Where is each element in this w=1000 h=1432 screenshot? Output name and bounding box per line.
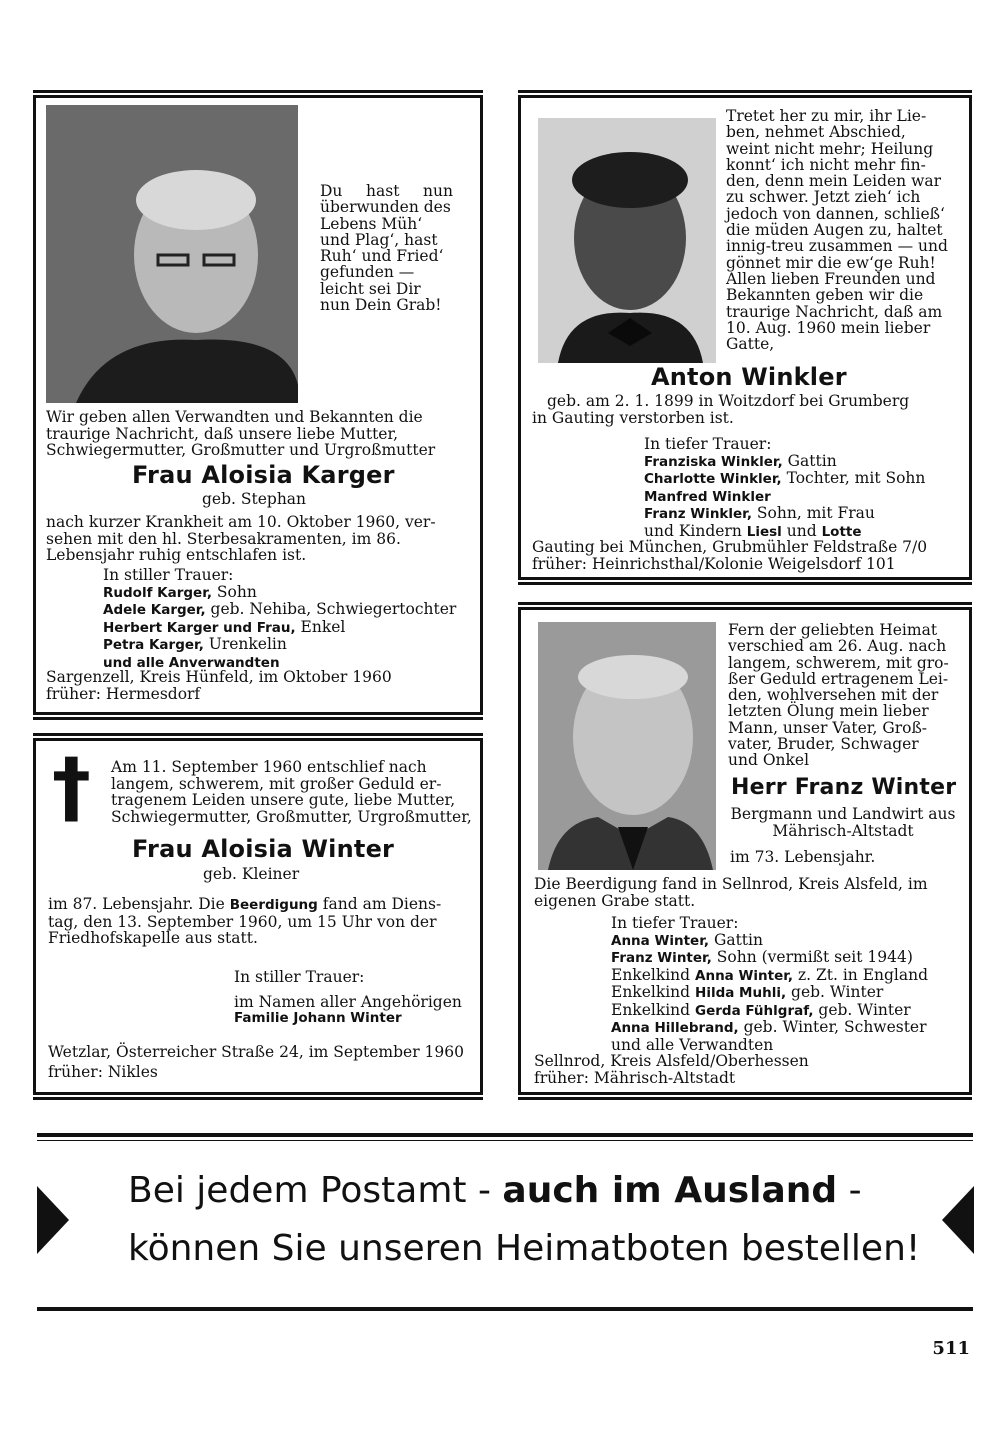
mourner-row bbox=[611, 1019, 928, 1037]
mourner-relation: geb. Nehiba, Schwiegertochter bbox=[205, 600, 457, 618]
age-fwinter: im 73. Lebensjahr. bbox=[730, 848, 876, 866]
text-line: eigenen Grabe statt. bbox=[534, 891, 696, 910]
poem-line: leicht sei Dir bbox=[320, 279, 421, 298]
poem-line: Du hast nun bbox=[320, 182, 453, 200]
address-line: Wetzlar, Österreicher Straße 24, im September 1960 bbox=[48, 1043, 464, 1061]
text-line: im Namen aller Angehörigen bbox=[234, 992, 462, 1011]
poem-line: Fern der geliebten Heimat bbox=[728, 621, 938, 639]
mourner-name: Anna Hillebrand, bbox=[611, 1020, 739, 1036]
mourner-name: Familie Johann Winter bbox=[234, 1010, 402, 1026]
text-line bbox=[48, 896, 441, 914]
mourner-row bbox=[644, 505, 925, 523]
mourner-row bbox=[103, 584, 456, 602]
text-part: im 87. Lebensjahr. Die bbox=[48, 895, 230, 913]
mourner-row bbox=[611, 932, 928, 950]
poem-line: Bekannten geben wir die bbox=[726, 286, 924, 305]
poem-line: langem, schwerem, mit gro- bbox=[728, 653, 949, 672]
text-line: Wir geben allen Verwandten und Bekannten die bbox=[46, 408, 423, 426]
text-line: Lebensjahr ruhig entschlafen ist. bbox=[46, 546, 307, 564]
text-line: Schwiegermutter, Großmutter und Urgroßmutter bbox=[46, 441, 436, 459]
burial-text-fwinter bbox=[534, 876, 928, 909]
death-text-karger bbox=[46, 514, 436, 564]
mourner-relation: Sohn, mit Frau bbox=[752, 504, 875, 522]
poem-line: den, wohlversehen mit der bbox=[728, 686, 939, 705]
mourner-relation: Sohn (vermißt seit 1944) bbox=[711, 948, 913, 966]
mourner-relation: z. Zt. in England bbox=[793, 965, 929, 984]
mourning-heading: In tiefer Trauer: bbox=[611, 914, 739, 932]
poem-line: traurige Nachricht, daß am bbox=[726, 302, 943, 321]
address-fwinter bbox=[534, 1053, 809, 1086]
ad-line-1 bbox=[128, 1170, 862, 1211]
mourner-relation: Enkelkind bbox=[611, 965, 696, 984]
poem-line: gönnet mir die ew‘ge Ruh! bbox=[726, 253, 936, 272]
text-line: sehen mit den hl. Sterbesakramenten, im 86. bbox=[46, 529, 401, 548]
mourner-relation: Gattin bbox=[782, 451, 837, 470]
mourner-relation: Tochter, mit Sohn bbox=[781, 469, 926, 487]
poem-line: die müden Augen zu, haltet bbox=[726, 221, 943, 240]
mourner-relation: geb. Winter bbox=[813, 1000, 911, 1019]
mourner-name: Hilda Muhli, bbox=[695, 985, 787, 1001]
mourning-heading: In stiller Trauer: bbox=[234, 968, 365, 986]
mourner-name: Liesl bbox=[746, 523, 782, 540]
mourner-relation: Enkelkind bbox=[611, 1000, 696, 1019]
poem-line: Lebens Müh‘ bbox=[320, 214, 423, 233]
poem-line: verschied am 26. Aug. nach bbox=[728, 637, 947, 656]
mourner-row bbox=[644, 488, 925, 506]
poem-line: konnt‘ ich nicht mehr fin- bbox=[726, 155, 926, 174]
page-number: 511 bbox=[932, 1338, 970, 1359]
text-line: in Gauting verstorben ist. bbox=[532, 408, 734, 427]
ad-text: - bbox=[837, 1170, 862, 1211]
former-address-line: früher: Nikles bbox=[48, 1062, 158, 1081]
mourner-row bbox=[644, 470, 925, 488]
poem-line: gefunden — bbox=[320, 263, 415, 282]
former-address-line: früher: Heinrichsthal/Kolonie Weigelsdorf 101 bbox=[532, 554, 896, 573]
address-line: Sargenzell, Kreis Hünfeld, im Oktober 1960 bbox=[46, 668, 392, 686]
poem-line: Gatte, bbox=[726, 335, 775, 354]
mourner-row bbox=[103, 619, 456, 637]
address-line: Sellnrod, Kreis Alsfeld/Oberhessen bbox=[534, 1052, 809, 1070]
poem-fwinter bbox=[728, 622, 956, 769]
ad-text: Bei jedem Postamt - bbox=[128, 1170, 503, 1211]
text-line: Am 11. September 1960 entschlief nach bbox=[111, 758, 427, 776]
mourners-karger bbox=[103, 567, 456, 671]
mourner-relation: und Kindern bbox=[644, 521, 747, 540]
poem-line: ßer Geduld ertragenem Lei- bbox=[728, 669, 949, 688]
mourner-name: Anna Winter, bbox=[611, 932, 710, 949]
bold-word: Beerdigung bbox=[229, 897, 318, 913]
ad-top-rule-thin bbox=[37, 1140, 973, 1141]
mourner-name: Manfred Winkler bbox=[644, 488, 771, 505]
poem-line: Allen lieben Freunden und bbox=[726, 269, 936, 288]
mourner-row bbox=[103, 636, 456, 654]
text-line: tragenem Leiden unsere gute, liebe Mutter, bbox=[111, 791, 456, 809]
mourners-fwinter bbox=[611, 915, 928, 1053]
poem-line: letzten Ölung mein lieber bbox=[728, 702, 929, 721]
portrait-photo-karger bbox=[46, 105, 298, 403]
death-text-awinter bbox=[111, 759, 471, 825]
mourner-relation: geb. Winter, Schwester bbox=[738, 1018, 927, 1036]
mourner-row bbox=[611, 1002, 928, 1020]
intro-karger bbox=[46, 409, 471, 459]
former-address-line: früher: Hermesdorf bbox=[46, 684, 201, 703]
poem-line: und Plag‘, hast bbox=[320, 230, 438, 249]
poem-line: innig-treu zusammen — und bbox=[726, 237, 948, 256]
triangle-left-icon bbox=[942, 1186, 974, 1254]
mourner-relation: Sohn bbox=[212, 582, 257, 601]
portrait-photo-fwinter bbox=[538, 622, 716, 870]
mourner-name: Lotte bbox=[821, 523, 862, 540]
text-part: fand am Diens- bbox=[317, 895, 442, 913]
mourner-row bbox=[611, 984, 928, 1002]
mourner-name: Franz Winter, bbox=[611, 950, 712, 966]
poem-line: Tretet her zu mir, ihr Lie- bbox=[726, 107, 927, 125]
text-line: geb. am 2. 1. 1899 in Woitzdorf bei Grumberg bbox=[547, 392, 910, 410]
ad-text-bold: auch im Ausland bbox=[502, 1170, 838, 1211]
ad-top-rule bbox=[37, 1133, 973, 1137]
text-line: Bergmann und Landwirt aus bbox=[730, 805, 956, 823]
mourner-row bbox=[611, 949, 928, 967]
mourner-name: Herbert Karger und Frau, bbox=[103, 619, 296, 636]
poem-line: Mann, unser Vater, Groß- bbox=[728, 718, 928, 737]
mourner-name: Franziska Winkler, bbox=[644, 453, 783, 470]
maiden-name-awinter: geb. Kleiner bbox=[203, 865, 300, 883]
address-line: Gauting bei München, Grubmühler Feldstraße 7/0 bbox=[532, 538, 928, 556]
text-line: Mährisch-Altstadt bbox=[772, 821, 914, 840]
mourner-relation: Enkel bbox=[295, 617, 346, 636]
poem-line: weint nicht mehr; Heilung bbox=[726, 139, 934, 158]
deceased-name-fwinter: Herr Franz Winter bbox=[731, 775, 957, 800]
mourner-name: Adele Karger, bbox=[103, 602, 206, 618]
deceased-name-winkler: Anton Winkler bbox=[651, 363, 847, 391]
mourner-relation: Enkelkind bbox=[611, 983, 696, 1001]
mourner-row bbox=[611, 967, 928, 985]
text-line: nach kurzer Krankheit am 10. Oktober 1960, ver- bbox=[46, 513, 436, 531]
poem-line: ben, nehmet Abschied, bbox=[726, 123, 906, 142]
mourner-relation: Gattin bbox=[709, 930, 763, 949]
mourner-row bbox=[103, 601, 456, 619]
mourner-name: Anna Winter, bbox=[695, 967, 794, 984]
mourners-awinter bbox=[234, 969, 462, 1027]
poem-line: den, denn mein Leiden war bbox=[726, 172, 942, 191]
text-line: traurige Nachricht, daß unsere liebe Mutter, bbox=[46, 424, 399, 443]
ad-line-2: können Sie unseren Heimatboten bestellen! bbox=[128, 1228, 921, 1269]
poem-line: überwunden des bbox=[320, 198, 451, 217]
mourner-name: Charlotte Winkler, bbox=[644, 471, 782, 487]
poem-line: jedoch von dannen, schließ‘ bbox=[726, 204, 945, 223]
cross-icon: † bbox=[52, 743, 91, 833]
poem-line: vater, Bruder, Schwager bbox=[728, 735, 919, 754]
text-line: Schwiegermutter, Großmutter, Urgroßmutter, bbox=[111, 807, 472, 826]
mourners-winkler bbox=[644, 436, 925, 540]
mourning-heading: In tiefer Trauer: bbox=[644, 435, 772, 453]
mourner-name: und alle Anverwandten bbox=[103, 654, 280, 671]
mourning-heading: In stiller Trauer: bbox=[103, 566, 234, 584]
birth-death-winkler bbox=[532, 393, 909, 426]
poem-karger bbox=[320, 183, 453, 313]
text-line: Die Beerdigung fand in Sellnrod, Kreis Alsfeld, im bbox=[534, 875, 928, 893]
poem-line: zu schwer. Jetzt zieh‘ ich bbox=[726, 188, 921, 207]
poem-line: Ruh‘ und Fried‘ bbox=[320, 247, 444, 266]
mourner-relation: Urenkelin bbox=[203, 635, 287, 653]
text-line: Friedhofskapelle aus statt. bbox=[48, 929, 258, 947]
ad-bottom-rule bbox=[37, 1307, 973, 1311]
address-awinter bbox=[48, 1044, 464, 1080]
deceased-name-karger: Frau Aloisia Karger bbox=[132, 461, 395, 489]
mourner-relation: geb. Winter bbox=[786, 983, 884, 1001]
text-line: tag, den 13. September 1960, um 15 Uhr von der bbox=[48, 912, 437, 931]
mourner-row bbox=[644, 453, 925, 471]
poem-line: nun Dein Grab! bbox=[320, 296, 442, 315]
maiden-name-karger: geb. Stephan bbox=[202, 490, 307, 508]
mourner-name: Petra Karger, bbox=[103, 637, 204, 653]
address-karger bbox=[46, 669, 392, 702]
mourner-name: Gerda Fühlgraf, bbox=[695, 1002, 814, 1019]
deceased-name-awinter: Frau Aloisia Winter bbox=[132, 835, 395, 863]
occupation-fwinter bbox=[730, 806, 956, 839]
text-line: langem, schwerem, mit großer Geduld er- bbox=[111, 774, 442, 793]
mourner-name: Rudolf Karger, bbox=[103, 584, 212, 601]
poem-winkler bbox=[726, 108, 954, 352]
poem-line: und Onkel bbox=[728, 751, 810, 770]
former-address-line: früher: Mährisch-Altstadt bbox=[534, 1068, 736, 1087]
text-line: und alle Verwandten bbox=[611, 1035, 774, 1054]
triangle-right-icon bbox=[37, 1186, 69, 1254]
portrait-photo-winkler bbox=[538, 118, 716, 363]
poem-line: 10. Aug. 1960 mein lieber bbox=[726, 318, 931, 337]
mourner-relation: und bbox=[781, 521, 822, 540]
address-winkler bbox=[532, 539, 927, 572]
burial-text-awinter bbox=[48, 896, 441, 947]
mourner-name: Franz Winkler, bbox=[644, 506, 752, 522]
